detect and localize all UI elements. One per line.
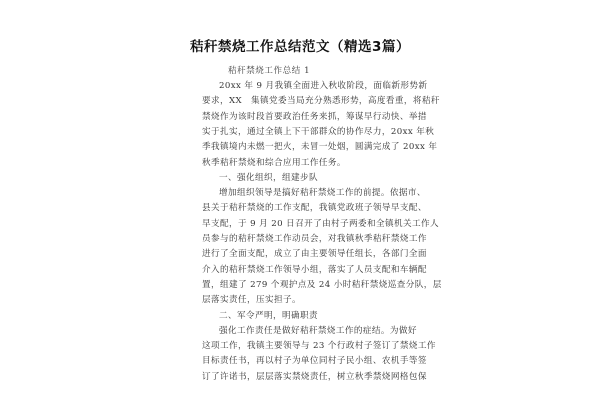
paragraph-line: 增加组织领导是搞好秸秆禁烧工作的前提。依据市、 [219,188,426,199]
document-title: 秸秆禁烧工作总结范文（精选3篇） [190,39,410,55]
paragraph-line: 早支配，于 9 月 20 日召开了由村子两委和全镇机关工作人 [202,218,439,229]
paragraph-line: 订了许诺书，层层落实禁烧责任，树立秋季禁烧网格包保 [202,371,427,382]
paragraph-line: 目标责任书，再以村子为单位同村子民小组、农机手等签 [202,356,427,367]
section-heading: 一、强化组织，组建步队 [219,172,318,183]
paragraph-line: 置，组建了 279 个观护点及 24 小时秸秆禁烧巡查分队，层 [202,279,442,290]
document-subtitle: 秸秆禁烧工作总结 1 [228,66,311,76]
section-heading: 二、军令严明，明确职责 [219,310,318,321]
paragraph-line: 进行了全面支配，成立了由主要领导任组长，各部门全面 [202,249,427,260]
paragraph-line: 20xx 年 9 月我镇全面进入秋收阶段，面临新形势新 [219,81,428,91]
paragraph-line: 要求，XX 集镇党委当局充分熟悉形势，高度看重，将秸秆 [202,96,440,107]
paragraph-line: 强化工作责任是做好秸秆禁烧工作的症结。为做好 [219,325,417,336]
paragraph-line: 这项工作，我镇主要领导与 23 个行政村子签订了禁烧工作 [202,341,436,352]
paragraph-line: 秋季秸秆禁烧和综合应用工作任务。 [202,157,346,168]
paragraph-line: 层落实责任，压实担子。 [202,295,301,306]
paragraph-line: 介入的秸秆禁烧工作领导小组，落实了人员支配和车辆配 [202,264,427,275]
paragraph-line: 禁烧作为该时段首要政治任务来抓，筹谋早行动快、举措 [202,111,427,122]
paragraph-line: 季我镇境内未燃一把火，未冒一处烟，圆满完成了 20xx 年 [202,142,438,153]
paragraph-line: 实于扎实，通过全镇上下干部群众的协作尽力，20xx 年秋 [202,126,435,137]
paragraph-line: 县关于秸秆禁烧的工作支配，我镇党政班子领导早支配、 [202,203,427,214]
paragraph-line: 员参与的秸秆禁烧工作动员会，对我镇秋季秸秆禁烧工作 [202,234,427,244]
